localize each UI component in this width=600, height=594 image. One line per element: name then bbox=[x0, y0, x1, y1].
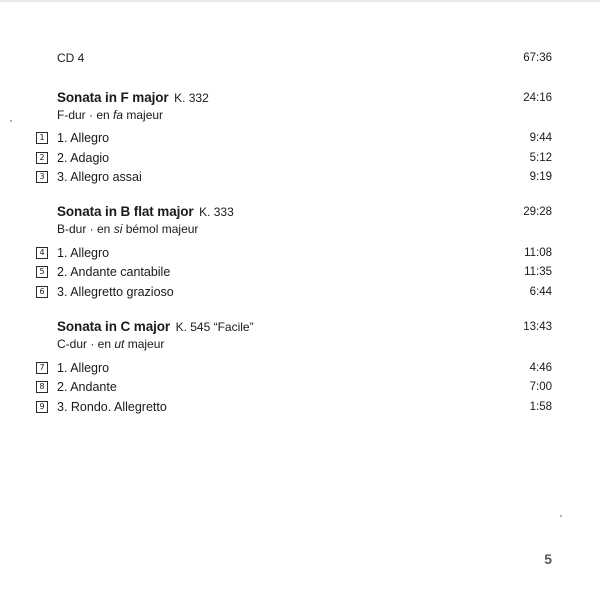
track-number-box: 7 bbox=[36, 362, 48, 374]
track-time: 11:08 bbox=[524, 247, 552, 259]
page-number: 5 bbox=[544, 551, 552, 567]
track-row bbox=[0, 378, 600, 396]
scan-speck bbox=[10, 120, 12, 122]
sonata-total-time: 13:43 bbox=[523, 321, 552, 333]
track-number-box: 3 bbox=[36, 171, 48, 183]
track-row bbox=[0, 168, 600, 186]
track-title: 3. Allegro assai bbox=[57, 170, 142, 184]
cd-total-time: 67:36 bbox=[523, 52, 552, 64]
track-title: 1. Allegro bbox=[57, 361, 110, 375]
track-time: 1:58 bbox=[529, 401, 552, 413]
track-row bbox=[0, 398, 600, 416]
track-time: 6:44 bbox=[529, 286, 552, 298]
track-number-box: 4 bbox=[36, 247, 48, 259]
track-number-box: 8 bbox=[36, 381, 48, 393]
sonata-header bbox=[0, 318, 600, 336]
sonata-title: Sonata in B flat major bbox=[57, 204, 194, 219]
track-time: 7:00 bbox=[529, 381, 552, 393]
track-title: 2. Andante bbox=[57, 380, 117, 394]
track-row bbox=[0, 263, 600, 281]
track-time: 4:46 bbox=[529, 362, 552, 374]
track-title: 2. Adagio bbox=[57, 151, 110, 165]
track-row bbox=[0, 129, 600, 147]
track-time: 11:35 bbox=[524, 266, 552, 278]
track-number-box: 9 bbox=[36, 401, 48, 413]
track-title: 3. Allegretto grazioso bbox=[57, 285, 174, 299]
sonata-catalog: K. 332 bbox=[174, 91, 209, 105]
track-title: 3. Rondo. Allegretto bbox=[57, 400, 167, 414]
track-title: 1. Allegro bbox=[57, 131, 110, 145]
track-row bbox=[0, 149, 600, 167]
track-time: 9:44 bbox=[529, 132, 552, 144]
sonata-subtitle: F-dur · en fa majeur bbox=[57, 108, 164, 122]
track-time: 5:12 bbox=[529, 152, 552, 164]
track-title: 1. Allegro bbox=[57, 246, 110, 260]
track-row bbox=[0, 283, 600, 301]
sonata-catalog: K. 333 bbox=[199, 205, 234, 219]
track-number-box: 2 bbox=[36, 152, 48, 164]
track-number-box: 6 bbox=[36, 286, 48, 298]
sonata-catalog: K. 545 “Facile” bbox=[175, 320, 254, 334]
sonata-subtitle: B-dur · en si bémol majeur bbox=[57, 222, 199, 236]
sonata-title: Sonata in C major bbox=[57, 319, 171, 334]
track-number-box: 1 bbox=[36, 132, 48, 144]
cd-header bbox=[0, 49, 600, 67]
track-time: 9:19 bbox=[529, 171, 552, 183]
cd-label: CD 4 bbox=[57, 51, 85, 65]
sonata-total-time: 24:16 bbox=[523, 92, 552, 104]
sonata-title: Sonata in F major bbox=[57, 90, 169, 105]
track-title: 2. Andante cantabile bbox=[57, 265, 171, 279]
sonata-subtitle: C-dur · en ut majeur bbox=[57, 337, 165, 351]
track-row bbox=[0, 359, 600, 377]
track-row bbox=[0, 244, 600, 262]
track-number-box: 5 bbox=[36, 266, 48, 278]
sonata-header bbox=[0, 89, 600, 107]
top-rule bbox=[0, 0, 600, 2]
scan-speck bbox=[560, 515, 562, 517]
sonata-header bbox=[0, 203, 600, 221]
sonata-total-time: 29:28 bbox=[523, 206, 552, 218]
